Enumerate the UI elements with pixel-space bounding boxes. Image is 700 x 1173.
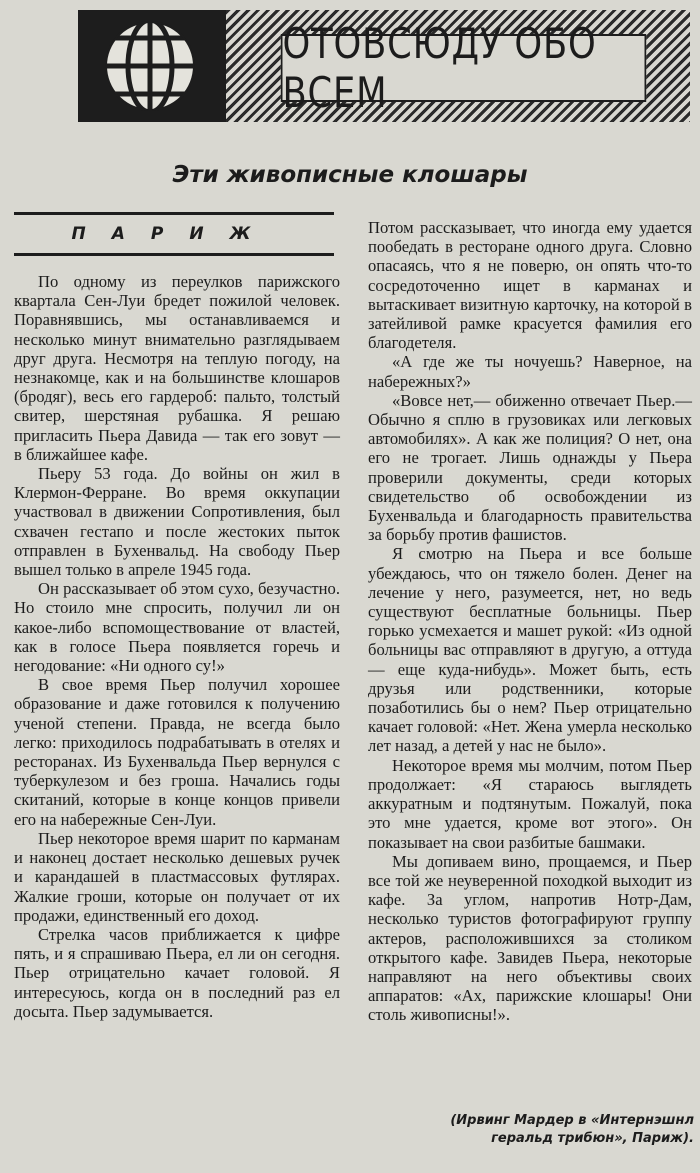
rubric-header xyxy=(78,10,690,122)
dateline-city: ПАРИЖ xyxy=(14,212,334,256)
paragraph: В свое время Пьер получил хорошее образование и даже готовился к получению ученой степени. Правда, не всегда было легко: приходилось подрабатывать в отелях и ресторанах. Из Бухенвальда Пьер вернулся с туберкулезом и без гроша. Начались годы скитаний, которые в конце концов привели его на набережные Сен-Луи. xyxy=(14,675,340,829)
source-credit xyxy=(368,1112,694,1148)
paragraph: Потом рассказывает, что иногда ему удается пообедать в ресторане одного друга. Словно опасаясь, что я не поверю, он опять что-то сосредоточенно ищет в карманах и вытаскивает визитную карточку, на которой в затейливой рамке красуется фамилия его благодетеля. xyxy=(368,218,692,353)
paragraph: Пьеру 53 года. До войны он жил в Клермон-Ферране. Во время оккупации участвовал в движении Сопротивления, был схвачен гестапо и после жестоких пыток отправлен в Бухенвальд. На свободу Пьер вышел только в апреле 1945 года. xyxy=(14,464,340,580)
paragraph: Он рассказывает об этом сухо, безучастно. Но стоило мне спросить, получил ли он какое-либо вспомоществование от властей, как в голосе Пьера появляется горечь и негодование: «Ни одного су!» xyxy=(14,579,340,676)
credit-line: (Ирвинг Мардер в «Интернэшнл xyxy=(450,1113,694,1128)
paragraph: Мы допиваем вино, прощаемся, и Пьер все той же неуверенной походкой выходит из кафе. За углом, напротив Нотр-Дам, несколько туристов фотографируют группу актеров, расположившихся за столиком открытого кафе. Завидев Пьера, некоторые направляют на него объективы своих аппаратов: «Ах, парижские клошары! Они столь живописны!». xyxy=(368,851,692,1025)
article-column-right xyxy=(368,218,692,1025)
article-headline: Эти живописные клошары xyxy=(172,162,528,188)
paragraph: Некоторое время мы молчим, потом Пьер продолжает: «Я стараюсь выглядеть аккуратным и подтянутым. Пожалуй, пока это мне удается, кроме вот этого». Он показывает на свои разбитые башмаки. xyxy=(368,755,692,852)
paragraph: Я смотрю на Пьера и все больше убеждаюсь, что он тяжело болен. Денег на лечение у него, разумеется, нет, но ведь существуют бесплатные больницы. Пьер горько усмехается и машет рукой: «Из одной больницы вас отправляют в другую, а оттуда — еще куда-нибудь». Может быть, есть друзья или родственники, которые позаботились бы о нем? Пьер отрицательно качает головой: «Нет. Жена умерла несколько лет назад, а детей у нас не было». xyxy=(368,544,692,756)
rubric-title: ОТОВСЮДУ ОБО ВСЕМ xyxy=(281,34,646,102)
paragraph: Пьер некоторое время шарит по карманам и наконец достает несколько дешевых ручек и карандашей в пластмассовых футлярах. Жалкие гроши, которые он получает от их продажи, единственный его доход. xyxy=(14,828,340,925)
globe-icon xyxy=(100,18,200,114)
paragraph: Стрелка часов приближается к цифре пять, и я спрашиваю Пьера, ел ли он сегодня. Пьер отрицательно качает головой. Я интересуюсь, когда он в последний раз ел досыта. Пьер задумывается. xyxy=(14,924,340,1021)
globe-emblem xyxy=(78,10,226,122)
paragraph: «Вовсе нет,— обиженно отвечает Пьер.— Обычно я сплю в грузовиках или легковых автомобилях». А как же полиция? О нет, она его не трогает. Лишь однажды у Пьера проверили документы, среди которых свидетельство об освобождении из Бухенвальда и благодарность правительства за борьбу против фашистов. xyxy=(368,390,692,545)
article-column-left xyxy=(14,272,340,1021)
paragraph: «А где же ты ночуешь? Наверное, на набережных?» xyxy=(368,352,692,391)
paragraph: По одному из переулков парижского квартала Сен-Луи бредет пожилой человек. Поравнявшись, мы останавливаемся и несколько минут внимательно разглядываем друг друга. Несмотря на теплую погоду, на незнакомце, как и на большинстве клошаров (бродяг), весь его гардероб: пальто, толстый свитер, шерстяная рубашка. Я решаю пригласить Пьера Давида — так его зовут — в ближайшее кафе. xyxy=(14,272,340,464)
credit-line: геральд трибюн», Париж). xyxy=(491,1131,694,1146)
